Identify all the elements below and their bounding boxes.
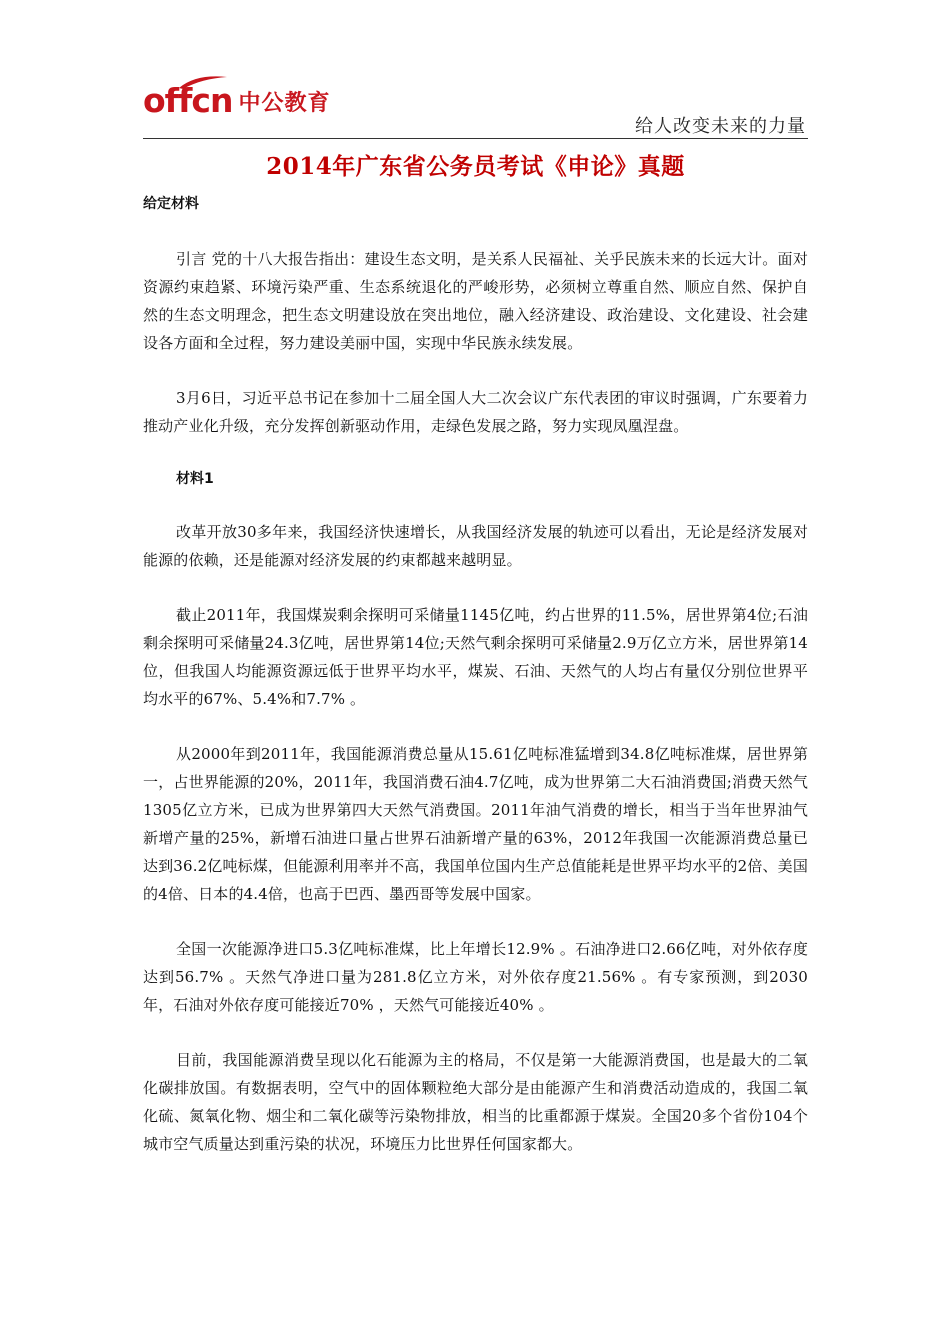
material1-paragraph: 全国一次能源净进口5.3亿吨标准煤，比上年增长12.9% 。石油净进口2.66亿吨，对外依存度达到56.7% 。天然气净进口量为281.8亿立方米，对外依存度21.56% 。有专家预测，到2030年，石油对外依存度可能接近70% ，天然气可能接近40% 。: [143, 940, 808, 1014]
offcn-logo: [143, 78, 330, 118]
material1-paragraph: 目前，我国能源消费呈现以化石能源为主的格局，不仅是第一大能源消费国，也是最大的二氧化碳排放国。有数据表明，空气中的固体颗粒绝大部分是由能源产生和消费活动造成的，我国二氧化硫、氮氧化物、烟尘和二氧化碳等污染物排放，相当的比重都源于煤炭。全国20多个省份104个城市空气质量达到重污染的状况，环境压力比世界任何国家都大。: [143, 1051, 808, 1153]
page-header: [143, 78, 808, 140]
intro-paragraph: 引言 党的十八大报告指出：建设生态文明，是关系人民福祉、关乎民族未来的长远大计。面对资源约束趋紧、环境污染严重、生态系统退化的严峻形势，必须树立尊重自然、顺应自然、保护自然的生态文明理念，把生态文明建设放在突出地位，融入经济建设、政治建设、文化建设、社会建设各方面和全过程，努力建设美丽中国，实现中华民族永续发展。: [143, 250, 808, 352]
document-body: [143, 190, 808, 1158]
material1-paragraph: 从2000年到2011年，我国能源消费总量从15.61亿吨标准猛增到34.8亿吨标准煤，居世界第一，占世界能源的20%，2011年，我国消费石油4.7亿吨，成为世界第二大石油消费国;消费天然气1305亿立方米，已成为世界第四大天然气消费国。2011年油气消费的增长，相当于当年世界油气新增产量的25%，新增石油进口量占世界石油新增产量的63%，2012年我国一次能源消费总量已达到36.2亿吨标煤，但能源利用率并不高，我国单位国内生产总值能耗是世界平均水平的2倍、美国的4倍、日本的4.4倍，也高于巴西、墨西哥等发展中国家。: [143, 745, 808, 903]
section-heading-given-materials: 给定材料: [143, 196, 199, 212]
document-title: 2014年广东省公务员考试《申论》真题: [266, 153, 685, 180]
header-slogan: 给人改变未来的力量: [635, 116, 806, 137]
logo-swoosh-icon: [177, 74, 229, 90]
paragraph-march-6: 3月6日，习近平总书记在参加十二届全国人大二次会议广东代表团的审议时强调，广东要着力推动产业化升级，充分发挥创新驱动作用，走绿色发展之路，努力实现凤凰涅盘。: [143, 389, 808, 435]
material1-paragraph: 截止2011年，我国煤炭剩余探明可采储量1145亿吨，约占世界的11.5%，居世界第4位;石油剩余探明可采储量24.3亿吨，居世界第14位;天然气剩余探明可采储量2.9万亿立方米，居世界第14位，但我国人均能源资源远低于世界平均水平，煤炭、石油、天然气的人均占有量仅分别位世界平均水平的67%、5.4%和7.7% 。: [143, 606, 808, 708]
section-heading-material-1: 材料1: [176, 471, 214, 487]
material1-paragraph: 改革开放30多年来，我国经济快速增长，从我国经济发展的轨迹可以看出，无论是经济发展对能源的依赖，还是能源对经济发展的约束都越来越明显。: [143, 523, 808, 569]
logo-wordmark: offcn: [143, 81, 233, 120]
header-divider: [143, 138, 808, 139]
logo-chinese-name: 中公教育: [238, 91, 331, 116]
